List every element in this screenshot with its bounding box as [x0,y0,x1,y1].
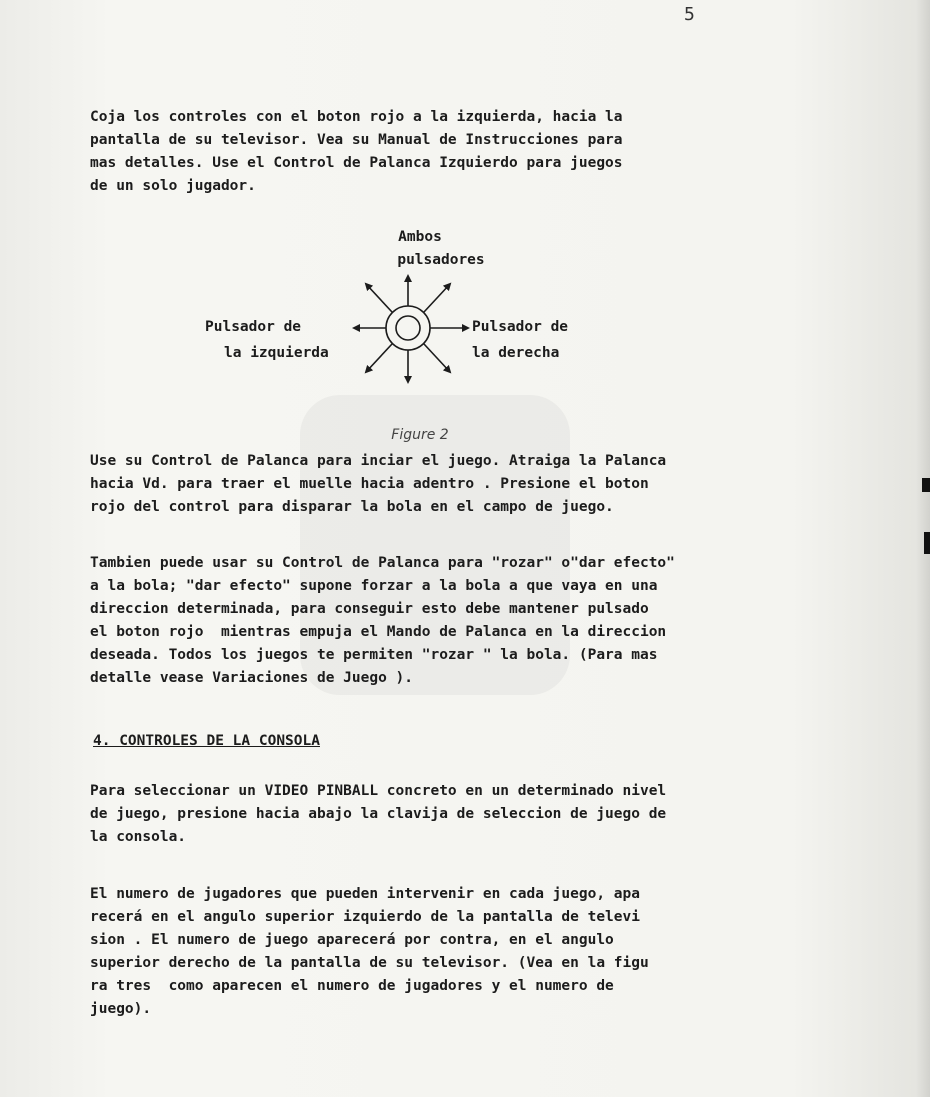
paragraph-spin-ball [90,552,810,690]
page-number: 5 [684,4,695,25]
text-line: El numero de jugadores que pueden intervenir en cada juego, apa [90,886,640,902]
arrow-up-left [366,284,392,312]
arrow-up-right [424,284,450,312]
text-line: hacia Vd. para traer el muelle hacia adentro . Presione el boton [90,476,649,492]
binder-mark [922,478,930,492]
arrow-down-left [366,344,392,372]
text-line: mas detalles. Use el Control de Palanca Izquierdo para juegos [90,155,623,171]
text-line: direccion determinada, para conseguir esto debe mantener pulsado [90,601,649,617]
figure-label-both-bottom: pulsadores [397,252,485,268]
text-line: de un solo jugador. [90,178,256,194]
text-line: pantalla de su televisor. Vea su Manual de Instrucciones para [90,132,623,148]
text-line: rojo del control para disparar la bola en el campo de juego. [90,499,614,515]
binder-mark [924,532,930,554]
text-line: el boton rojo mientras empuja el Mando de Palanca en la direccion [90,624,667,640]
text-line: superior derecho de la pantalla de su televisor. (Vea en la figu [90,955,649,971]
joystick-inner-ring [396,316,420,340]
paragraph-player-count [90,883,810,1021]
figure-caption: Figure 2 [391,427,449,443]
text-line: Para seleccionar un VIDEO PINBALL concreto en un determinado nivel [90,783,667,799]
figure-label-left-bottom: la izquierda [224,345,329,361]
text-line: Coja los controles con el boton rojo a la izquierda, hacia la [90,109,623,125]
joystick-outer-ring [386,306,430,350]
text-line: ra tres como aparecen el numero de jugadores y el numero de [90,978,614,994]
text-line: Use su Control de Palanca para inciar el juego. Atraiga la Palanca [90,453,667,469]
text-line: recerá en el angulo superior izquierdo de la pantalla de televi [90,909,640,925]
figure-label-right-top: Pulsador de [472,319,569,335]
text-line: juego). [90,1001,152,1017]
text-line: sion . El numero de juego aparecerá por contra, en el angulo [90,932,614,948]
text-line: de juego, presione hacia abajo la clavija de seleccion de juego de [90,806,667,822]
figure-label-both-top: Ambos [398,229,442,245]
arrow-down-right [424,344,450,372]
paragraph-controls-orientation [90,106,810,198]
text-line: a la bola; "dar efecto" supone forzar a la bola a que vaya en una [90,578,658,594]
text-line: deseada. Todos los juegos te permiten "rozar " la bola. (Para mas [90,647,658,663]
section-heading: 4. CONTROLES DE LA CONSOLA [93,733,320,749]
joystick-direction-diagram [340,262,480,397]
text-line: la consola. [90,829,187,845]
paragraph-start-game [90,450,810,519]
text-line: detalle vease Variaciones de Juego ). [90,670,414,686]
figure-label-right-bottom: la derecha [472,345,560,361]
paragraph-select-game [90,780,810,849]
figure-label-left-top: Pulsador de [205,319,302,335]
text-line: Tambien puede usar su Control de Palanca para "rozar" o"dar efecto" [90,555,675,571]
